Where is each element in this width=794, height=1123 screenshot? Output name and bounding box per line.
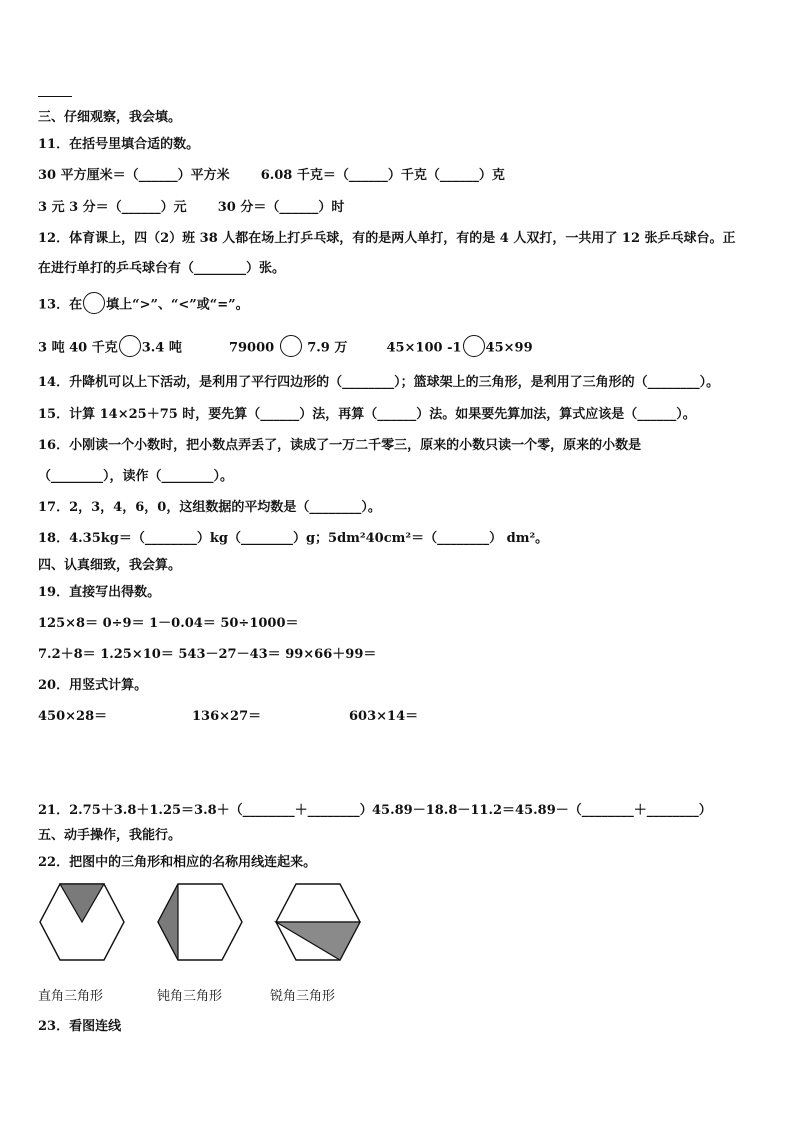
hexagon-figure-1 <box>38 882 126 962</box>
triangle-2-shaded <box>158 884 178 960</box>
q13-c1-left: 3 吨 40 千克 <box>38 340 118 356</box>
q11-row2b: 30 分＝（______）时 <box>217 200 345 215</box>
hexagon-figure-2 <box>156 882 244 962</box>
q11-row1a: 30 平方厘米＝（______）平方米 <box>38 168 230 183</box>
q11-row2 <box>38 200 344 216</box>
compare-circle-icon <box>83 292 105 314</box>
q13-c3-left: 45×100 -1 <box>386 340 462 356</box>
q17: 17．2，3，4，6，0，这组数据的平均数是（________）。 <box>38 500 381 515</box>
label-obtuse-triangle: 钝角三角形 <box>157 989 223 1004</box>
q18: 18．4.35kg＝（________）kg（________）g；5dm²40cm²＝（________） dm²。 <box>38 531 549 546</box>
compare-circle-3[interactable] <box>463 335 485 357</box>
q21-b: 45.89－18.8－11.2＝45.89－（________＋________） <box>372 803 712 818</box>
q20-e1: 450×28＝ <box>38 709 108 724</box>
q20-e2: 136×27＝ <box>192 709 262 724</box>
compare-circle-1[interactable] <box>119 335 141 357</box>
section5-title: 五、动手操作，我能行。 <box>38 828 182 843</box>
q13-c2-left: 79000 <box>228 340 275 356</box>
q13-c2-right: 7.9 万 <box>307 340 348 356</box>
q15: 15．计算 14×25＋75 时，要先算（______）法，再算（______）法。如果要先算加法，算式应该是（______）。 <box>38 407 696 422</box>
q19-prompt: 19．直接写出得数。 <box>38 585 161 600</box>
section3-title: 三、仔细观察，我会填。 <box>38 110 182 125</box>
q14: 14．升降机可以上下活动，是利用了平行四边形的（________）；篮球架上的三角形，是利用了三角形的（________）。 <box>38 375 720 390</box>
q11-row2a: 3 元 3 分＝（______）元 <box>38 200 187 215</box>
q20-prompt: 20．用竖式计算。 <box>38 678 148 693</box>
q11-prompt: 11．在括号里填合适的数。 <box>38 137 200 152</box>
q11-row1 <box>38 168 505 184</box>
section4-title: 四、认真细致，我会算。 <box>38 558 182 573</box>
q16-line2: （________），读作（________）。 <box>38 469 234 484</box>
q13-c1-right: 3.4 吨 <box>141 340 182 356</box>
q13-comparisons <box>38 339 533 357</box>
q19-row1: 125×8＝ 0÷9＝ 1－0.04＝ 50÷1000＝ <box>38 616 299 631</box>
q13-prompt <box>38 296 249 314</box>
q11-row1b: 6.08 千克＝（______）千克（______）克 <box>260 168 505 183</box>
q19-row2: 7.2＋8＝ 1.25×10＝ 543－27－43＝ 99×66＋99＝ <box>38 647 377 662</box>
q13-c3-right: 45×99 <box>485 340 533 356</box>
compare-circle-2[interactable] <box>280 335 302 357</box>
q13-prompt-post: 填上“>”、“<”或“=”。 <box>106 297 249 313</box>
q21-a: 21．2.75＋3.8＋1.25＝3.8＋（________＋________） <box>38 803 373 818</box>
q12-line1: 12．体育课上，四（2）班 38 人都在场上打乒乓球，有的是两人单打，有的是 4 人双打，一共用了 12 张乒乓球台。正 <box>38 231 736 246</box>
q13-prompt-pre: 13．在 <box>38 297 83 313</box>
label-right-triangle: 直角三角形 <box>38 989 104 1004</box>
q12-line2: 在进行单打的乒乓球台有（________）张。 <box>38 261 286 276</box>
header-rule <box>38 96 72 97</box>
label-acute-triangle: 锐角三角形 <box>270 989 336 1004</box>
q23: 23．看图连线 <box>38 1019 122 1034</box>
q20-e3: 603×14＝ <box>349 709 419 724</box>
hexagon-figure-3 <box>274 882 362 962</box>
q22-prompt: 22．把图中的三角形和相应的名称用线连起来。 <box>38 855 317 870</box>
q16-line1: 16．小刚读一个小数时，把小数点弄丢了，读成了一万二千零三，原来的小数只读一个零，原来的小数是 <box>38 438 642 453</box>
